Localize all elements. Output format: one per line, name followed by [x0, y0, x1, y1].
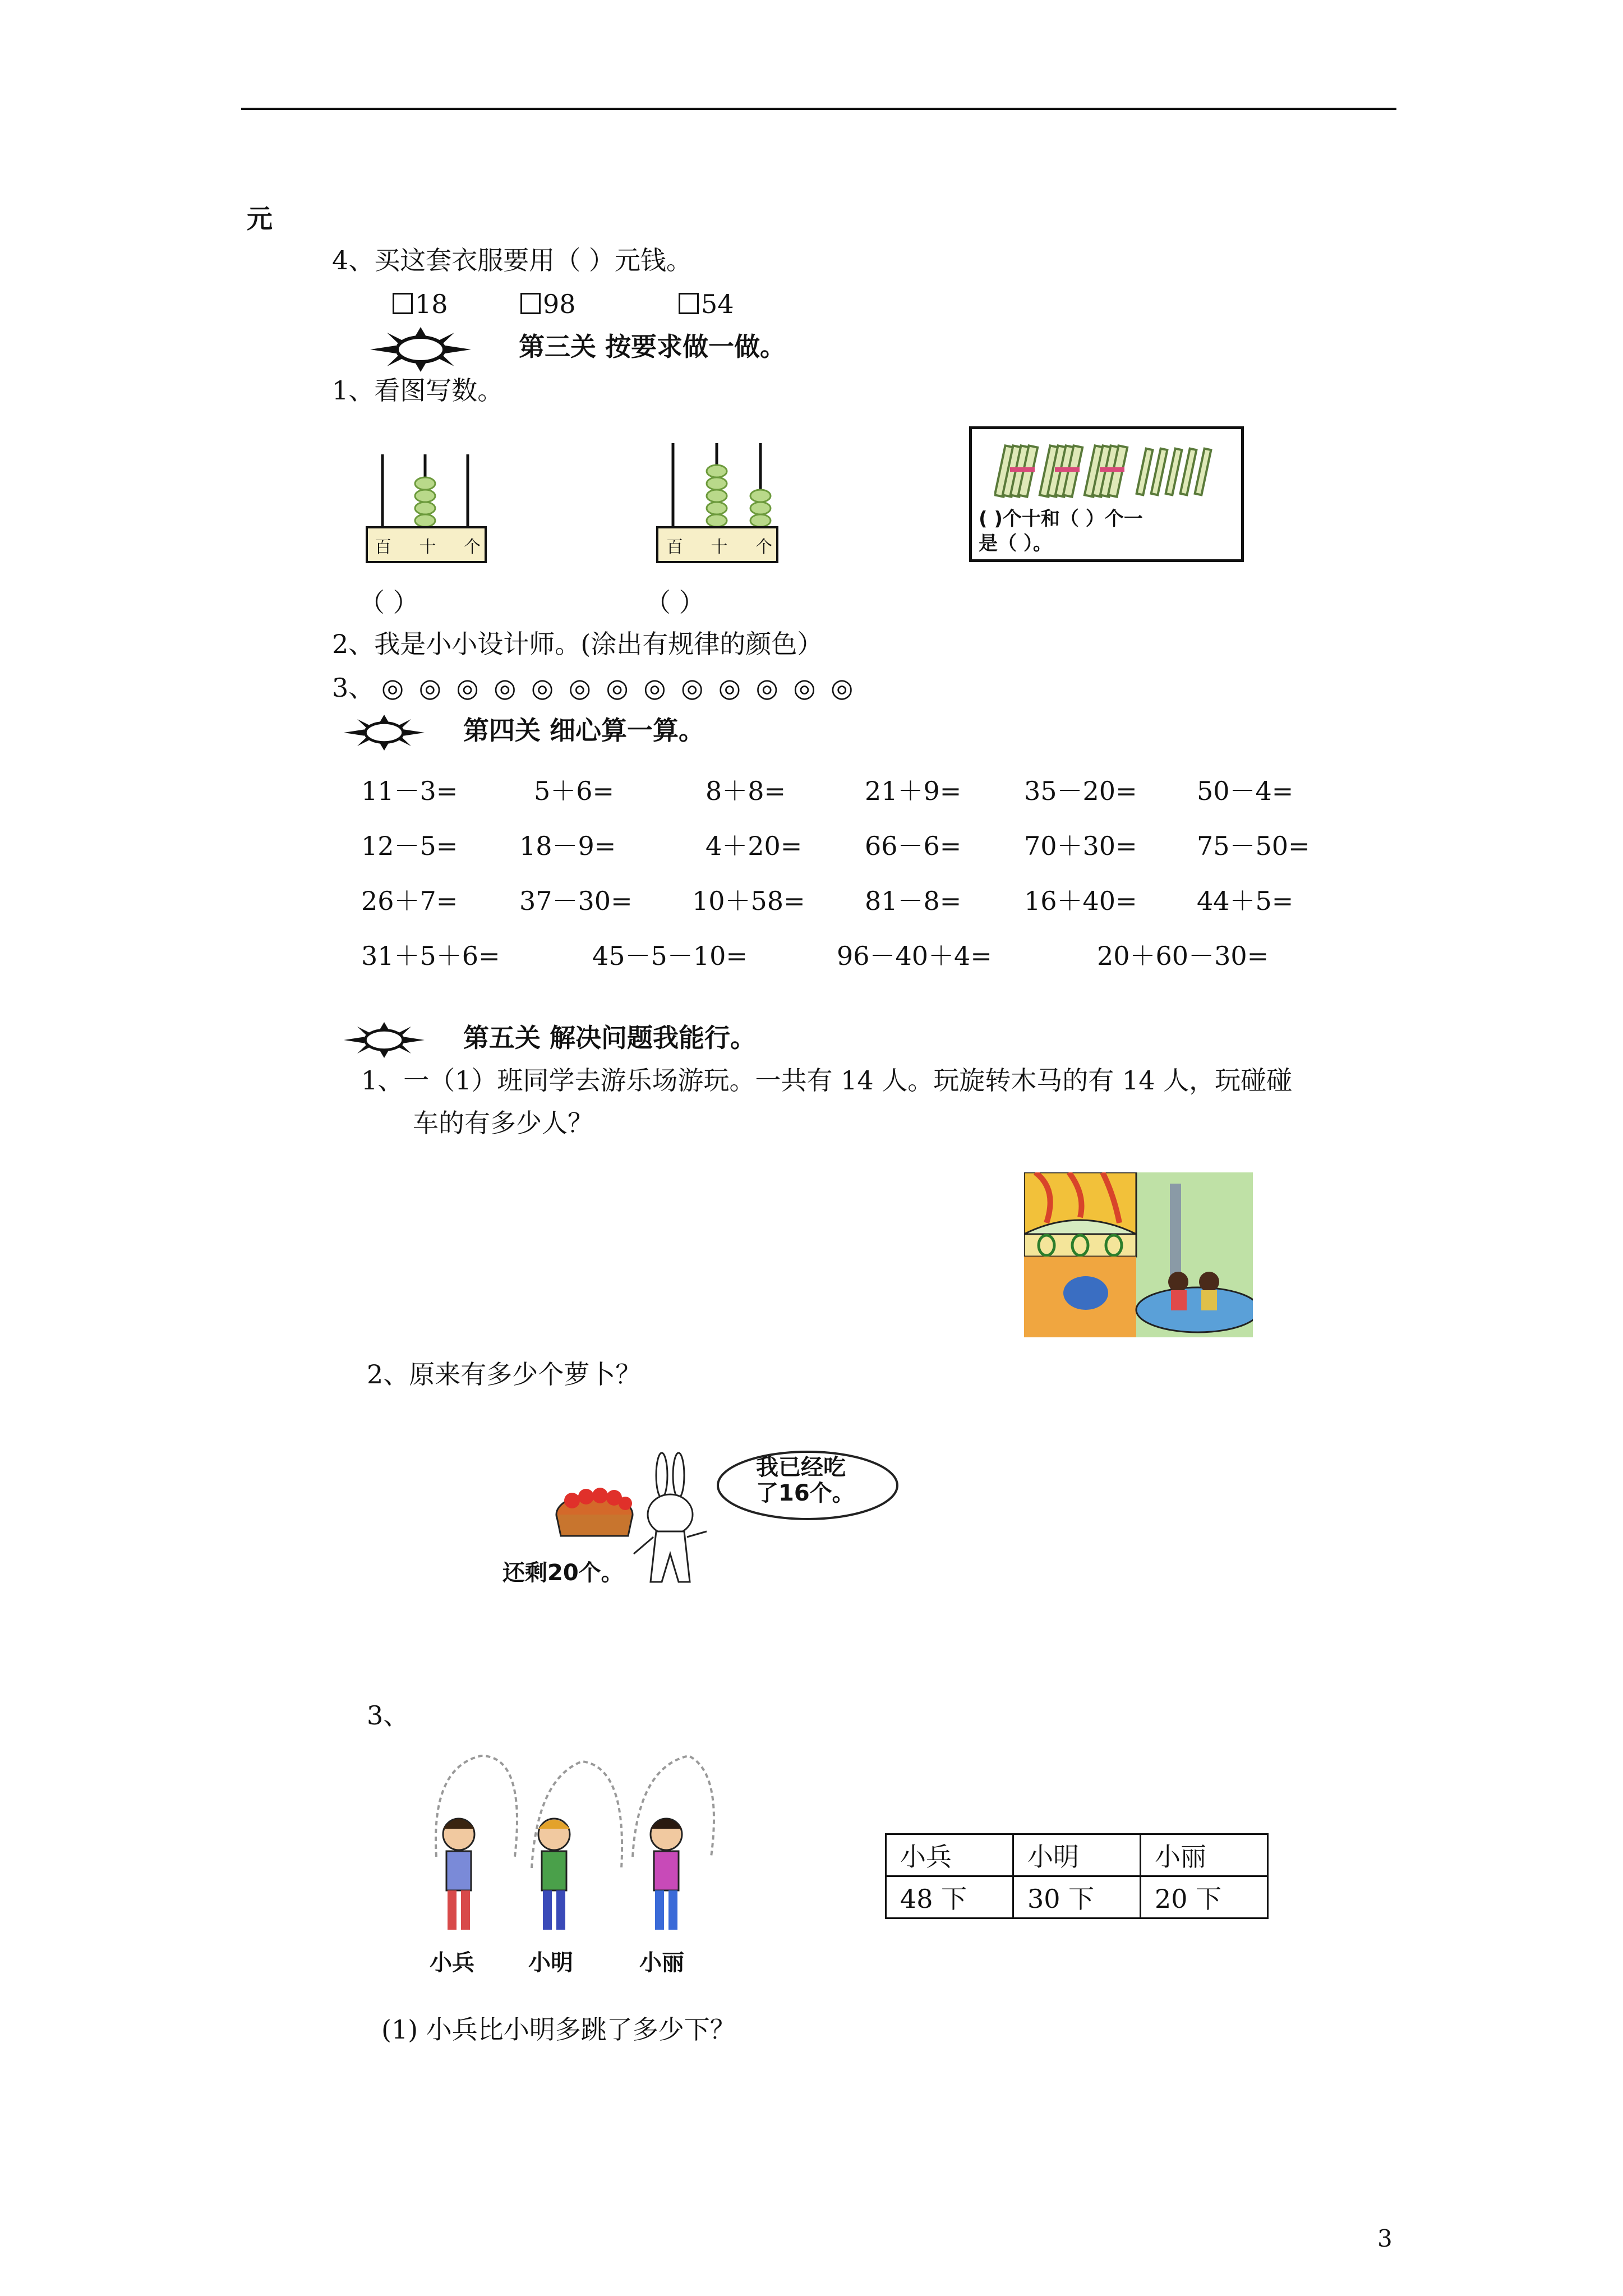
arith-problem: 70＋30=	[1024, 831, 1137, 861]
arith-problem: 10＋58=	[692, 886, 805, 916]
section-3-q2: 2、我是小小设计师。(涂出有规律的颜色）	[332, 629, 823, 659]
section-5-title: 第五关 解决问题我能行。	[463, 1023, 757, 1053]
abacus-labels-2: 百 十 个	[666, 537, 773, 557]
arith-problem: 45－5－10=	[592, 941, 748, 971]
section-3-q3-label: 3、	[332, 673, 375, 703]
table-header-cell: 小兵	[886, 1834, 1013, 1876]
arith-problem: 20＋60－30=	[1097, 941, 1269, 971]
rabbit-speech-1: 我已经吃	[756, 1455, 846, 1480]
page-number: 3	[1377, 2225, 1393, 2252]
option-2[interactable]: 98	[520, 287, 576, 321]
arith-problem: 50－4=	[1197, 776, 1294, 806]
sticks-caption-2: 是（ ）。	[979, 532, 1052, 555]
jump-rope-kids-image	[419, 1745, 734, 1958]
arith-problem: 26＋7=	[361, 886, 458, 916]
arith-problem: 75－50=	[1197, 831, 1310, 861]
arith-problem: 5＋6=	[534, 776, 615, 806]
abacus-answer-2[interactable]: （ ）	[645, 587, 705, 618]
sticks-panel	[969, 426, 1244, 562]
top-fragment: 元	[247, 204, 273, 234]
arith-problem: 81－8=	[865, 886, 962, 916]
header-rule	[241, 108, 1396, 110]
problem-1-line-1: 1、一（1）班同学去游乐场游玩。一共有 14 人。玩旋转木马的有 14 人，玩碰碰	[361, 1065, 1293, 1096]
section-4-title: 第四关 细心算一算。	[463, 715, 705, 746]
rabbit-speech-2: 了16个。	[756, 1480, 855, 1506]
sticks-bundle-icon	[994, 440, 1230, 502]
checkbox[interactable]	[679, 293, 699, 314]
sun-icon	[339, 1016, 429, 1064]
problem-1-line-2: 车的有多少人？	[413, 1108, 593, 1138]
section-3-title: 第三关 按要求做一做。	[519, 332, 786, 362]
option-3[interactable]: 54	[679, 287, 734, 321]
arith-problem: 35－20=	[1024, 776, 1137, 806]
arith-problem: 66－6=	[865, 831, 962, 861]
abacus-answer-1[interactable]: （ ）	[359, 587, 419, 618]
kid-label: 小兵	[430, 1950, 474, 1976]
arith-problem: 11－3=	[361, 776, 458, 806]
score-table	[885, 1833, 1269, 1919]
arith-problem: 31＋5＋6=	[361, 941, 500, 971]
circle-pattern[interactable]: ◎ ◎ ◎ ◎ ◎ ◎ ◎ ◎ ◎ ◎ ◎ ◎ ◎	[381, 673, 857, 703]
arith-problem: 16＋40=	[1024, 886, 1137, 916]
arith-problem: 37－30=	[519, 886, 633, 916]
arith-problem: 12－5=	[361, 831, 458, 861]
abacus-labels-1: 百 十 个	[375, 537, 481, 557]
table-header-cell: 小丽	[1141, 1834, 1268, 1876]
kid-label: 小丽	[639, 1950, 684, 1976]
checkbox[interactable]	[393, 293, 413, 314]
problem-2: 2、原来有多少个萝卜？	[367, 1359, 642, 1389]
sticks-caption-1: ( )个十和（ ）个一	[979, 508, 1143, 530]
sub-question-1: (1) 小兵比小明多跳了多少下？	[381, 2014, 736, 2045]
arith-problem: 4＋20=	[706, 831, 803, 861]
option-1[interactable]: 18	[393, 287, 448, 321]
arith-problem: 18－9=	[519, 831, 616, 861]
arith-problem: 8＋8=	[706, 776, 786, 806]
arith-problem: 96－40＋4=	[837, 941, 992, 971]
checkbox[interactable]	[520, 293, 541, 314]
arith-problem: 21＋9=	[865, 776, 962, 806]
problem-3: 3、	[367, 1700, 409, 1731]
rabbit-remaining: 还剩20个。	[502, 1560, 624, 1586]
sun-icon	[339, 709, 429, 756]
table-row	[886, 1876, 1268, 1918]
kid-label: 小明	[528, 1950, 573, 1976]
section-3-q1: 1、看图写数。	[332, 375, 504, 406]
table-cell: 20 下	[1141, 1876, 1268, 1918]
amusement-park-image	[1024, 1172, 1253, 1337]
arith-problem: 44＋5=	[1197, 886, 1294, 916]
table-cell: 48 下	[886, 1876, 1013, 1918]
sun-icon	[365, 324, 477, 375]
question-4: 4、买这套衣服要用（ ）元钱。	[332, 245, 692, 275]
table-row	[886, 1834, 1268, 1876]
table-cell: 30 下	[1013, 1876, 1141, 1918]
table-header-cell: 小明	[1013, 1834, 1141, 1876]
